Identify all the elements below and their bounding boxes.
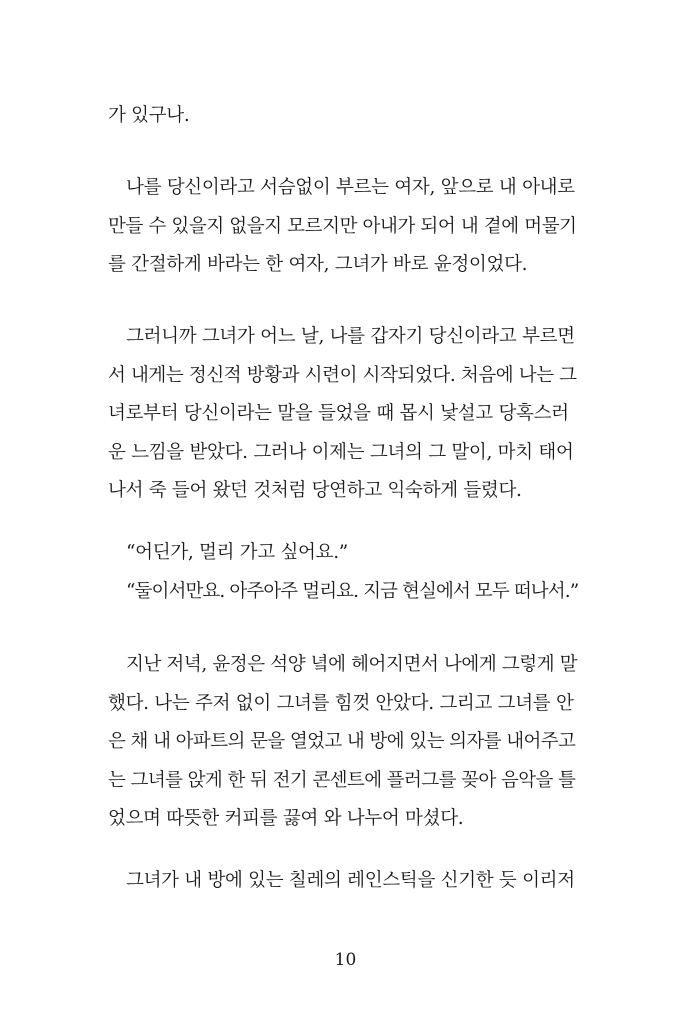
text-line: 지난 저녁, 윤정은 석양 녘에 헤어지면서 나에게 그렇게 말 [126, 654, 578, 675]
text-line: 서 내게는 정신적 방황과 시련이 시작되었다. 처음에 나는 그 [108, 364, 577, 386]
text-line: 그녀가 내 방에 있는 칠레의 레인스틱을 신기한 듯 이리저 [126, 870, 575, 891]
text-line: 었으며 따뜻한 커피를 끓여 와 나누어 마셨다. [108, 808, 464, 830]
text-line: 를 간절하게 바라는 한 여자, 그녀가 바로 윤정이었다. [108, 254, 528, 276]
dialogue-line: “둘이서만요. 아주아주 멀리요. 지금 현실에서 모두 떠나서.” [126, 580, 579, 602]
dialogue-line: “어딘가, 멀리 가고 싶어요.” [126, 542, 348, 563]
paragraph [108, 646, 578, 839]
paragraph-continuation [108, 97, 578, 136]
paragraph [108, 862, 578, 901]
text-line: 그러니까 그녀가 어느 날, 나를 갑자기 당신이라고 부르면 [126, 326, 575, 347]
text-line: 만들 수 있을지 없을지 모르지만 아내가 되어 내 곁에 머물기 [108, 215, 577, 237]
text-line: 녀로부터 당신이라는 말을 들었을 때 몹시 낯설고 당혹스러 [108, 403, 569, 425]
text-line: 는 그녀를 앉게 한 뒤 전기 콘센트에 플러그를 꽂아 음악을 틀 [108, 769, 576, 791]
text-line: 나를 당신이라고 서슴없이 부르는 여자, 앞으로 내 아내로 [126, 177, 575, 198]
paragraph [108, 169, 578, 285]
dialogue [108, 534, 578, 611]
text-line: 운 느낌을 받았다. 그러나 이제는 그녀의 그 말이, 마치 태어 [108, 441, 574, 463]
text-line: 가 있구나. [108, 105, 190, 126]
paragraph [108, 318, 578, 511]
text-line: 나서 죽 들어 왔던 것처럼 당연하고 익숙하게 들렸다. [108, 480, 522, 502]
text-line: 했다. 나는 주저 없이 그녀를 힘껏 안았다. 그리고 그녀를 안 [108, 692, 574, 714]
page-number: 10 [334, 950, 357, 970]
text-line: 은 채 내 아파트의 문을 열었고 내 방에 있는 의자를 내어주고 [108, 731, 576, 753]
